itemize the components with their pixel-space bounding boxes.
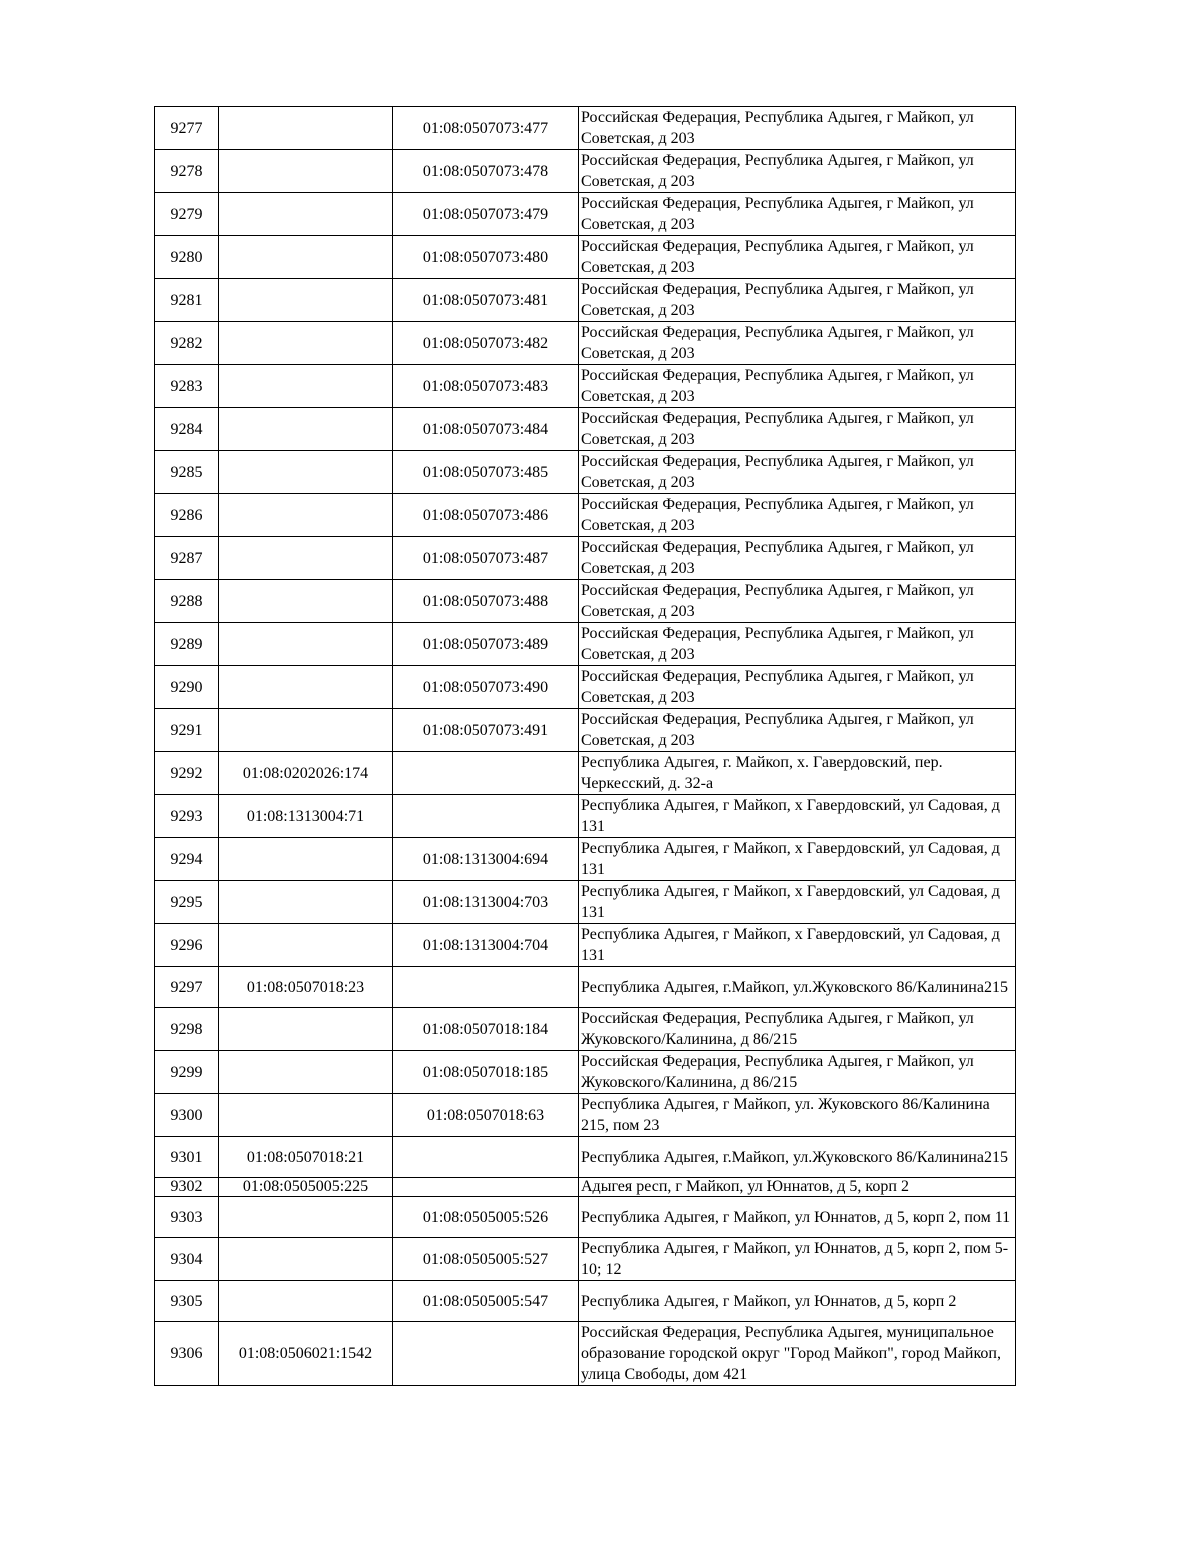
building-cadastral-number: 01:08:0507073:482 [393,322,579,365]
building-cadastral-number: 01:08:0507018:184 [393,1008,579,1051]
land-cadastral-number: 01:08:0505005:225 [219,1178,393,1197]
building-cadastral-number: 01:08:0507073:478 [393,150,579,193]
row-number: 9303 [155,1197,219,1238]
row-number: 9301 [155,1137,219,1178]
row-number: 9286 [155,494,219,537]
row-number: 9293 [155,795,219,838]
object-address: Республика Адыгея, г. Майкоп, х. Гавердовский, пер. Черкесский, д. 32-а [579,752,1016,795]
land-cadastral-number: 01:08:0506021:1542 [219,1322,393,1386]
land-cadastral-number [219,924,393,967]
building-cadastral-number: 01:08:0507073:481 [393,279,579,322]
table-row [155,451,1016,494]
table-row [155,1094,1016,1137]
row-number: 9280 [155,236,219,279]
table-row [155,967,1016,1008]
object-address: Российская Федерация, Республика Адыгея, г Майкоп, ул Жуковского/Калинина, д 86/215 [579,1008,1016,1051]
building-cadastral-number: 01:08:0507073:489 [393,623,579,666]
row-number: 9282 [155,322,219,365]
row-number: 9284 [155,408,219,451]
row-number: 9287 [155,537,219,580]
object-address: Российская Федерация, Республика Адыгея, г Майкоп, ул Советская, д 203 [579,709,1016,752]
row-number: 9294 [155,838,219,881]
land-cadastral-number [219,709,393,752]
table-row [155,365,1016,408]
land-cadastral-number [219,1281,393,1322]
land-cadastral-number [219,1051,393,1094]
table-row [155,1322,1016,1386]
building-cadastral-number: 01:08:1313004:704 [393,924,579,967]
registry-table-body [155,107,1016,1386]
row-number: 9291 [155,709,219,752]
table-row [155,1281,1016,1322]
land-cadastral-number [219,881,393,924]
building-cadastral-number: 01:08:0505005:526 [393,1197,579,1238]
table-row [155,924,1016,967]
object-address: Российская Федерация, Республика Адыгея, г Майкоп, ул Советская, д 203 [579,666,1016,709]
land-cadastral-number [219,580,393,623]
object-address: Российская Федерация, Республика Адыгея, г Майкоп, ул Советская, д 203 [579,322,1016,365]
land-cadastral-number: 01:08:0507018:23 [219,967,393,1008]
building-cadastral-number: 01:08:0507073:490 [393,666,579,709]
object-address: Российская Федерация, Республика Адыгея, г Майкоп, ул Советская, д 203 [579,537,1016,580]
row-number: 9305 [155,1281,219,1322]
table-row [155,1137,1016,1178]
row-number: 9297 [155,967,219,1008]
land-cadastral-number [219,365,393,408]
row-number: 9277 [155,107,219,150]
object-address: Российская Федерация, Республика Адыгея, г Майкоп, ул Советская, д 203 [579,236,1016,279]
row-number: 9283 [155,365,219,408]
table-row [155,1197,1016,1238]
table-row [155,537,1016,580]
table-row [155,322,1016,365]
table-row [155,752,1016,795]
object-address: Российская Федерация, Республика Адыгея, г Майкоп, ул Советская, д 203 [579,580,1016,623]
building-cadastral-number [393,1137,579,1178]
building-cadastral-number: 01:08:0507073:484 [393,408,579,451]
land-cadastral-number: 01:08:0507018:21 [219,1137,393,1178]
object-address: Республика Адыгея, г Майкоп, ул Юннатов, д 5, корп 2, пом 5-10; 12 [579,1238,1016,1281]
building-cadastral-number: 01:08:1313004:703 [393,881,579,924]
land-cadastral-number [219,322,393,365]
object-address: Республика Адыгея, г Майкоп, ул Юннатов, д 5, корп 2 [579,1281,1016,1322]
row-number: 9289 [155,623,219,666]
row-number: 9285 [155,451,219,494]
row-number: 9298 [155,1008,219,1051]
object-address: Российская Федерация, Республика Адыгея, г Майкоп, ул Советская, д 203 [579,494,1016,537]
object-address: Республика Адыгея, г Майкоп, х Гавердовский, ул Садовая, д 131 [579,838,1016,881]
object-address: Республика Адыгея, г Майкоп, ул Юннатов, д 5, корп 2, пом 11 [579,1197,1016,1238]
object-address: Республика Адыгея, г Майкоп, х Гавердовский, ул Садовая, д 131 [579,795,1016,838]
building-cadastral-number: 01:08:0507073:488 [393,580,579,623]
land-cadastral-number [219,279,393,322]
land-cadastral-number [219,236,393,279]
land-cadastral-number [219,193,393,236]
land-cadastral-number [219,623,393,666]
row-number: 9296 [155,924,219,967]
object-address: Республика Адыгея, г Майкоп, х Гавердовский, ул Садовая, д 131 [579,881,1016,924]
land-cadastral-number [219,107,393,150]
row-number: 9290 [155,666,219,709]
land-cadastral-number [219,451,393,494]
object-address: Российская Федерация, Республика Адыгея, г Майкоп, ул Советская, д 203 [579,408,1016,451]
row-number: 9299 [155,1051,219,1094]
row-number: 9302 [155,1178,219,1197]
object-address: Российская Федерация, Республика Адыгея, г Майкоп, ул Советская, д 203 [579,193,1016,236]
table-row [155,580,1016,623]
table-row [155,279,1016,322]
table-row [155,408,1016,451]
building-cadastral-number: 01:08:0505005:527 [393,1238,579,1281]
building-cadastral-number [393,795,579,838]
object-address: Российская Федерация, Республика Адыгея, г Майкоп, ул Советская, д 203 [579,623,1016,666]
building-cadastral-number: 01:08:0507073:491 [393,709,579,752]
building-cadastral-number [393,752,579,795]
table-row [155,1238,1016,1281]
land-cadastral-number [219,1094,393,1137]
building-cadastral-number: 01:08:0505005:547 [393,1281,579,1322]
building-cadastral-number: 01:08:0507073:479 [393,193,579,236]
row-number: 9292 [155,752,219,795]
row-number: 9295 [155,881,219,924]
land-cadastral-number [219,408,393,451]
table-row [155,1008,1016,1051]
building-cadastral-number: 01:08:0507018:185 [393,1051,579,1094]
building-cadastral-number: 01:08:0507073:486 [393,494,579,537]
land-cadastral-number [219,838,393,881]
row-number: 9281 [155,279,219,322]
building-cadastral-number: 01:08:0507073:485 [393,451,579,494]
table-row [155,150,1016,193]
land-cadastral-number: 01:08:1313004:71 [219,795,393,838]
land-cadastral-number [219,1197,393,1238]
building-cadastral-number: 01:08:1313004:694 [393,838,579,881]
row-number: 9306 [155,1322,219,1386]
object-address: Российская Федерация, Республика Адыгея, г Майкоп, ул Советская, д 203 [579,451,1016,494]
land-cadastral-number [219,494,393,537]
object-address: Республика Адыгея, г Майкоп, х Гавердовский, ул Садовая, д 131 [579,924,1016,967]
row-number: 9288 [155,580,219,623]
row-number: 9278 [155,150,219,193]
building-cadastral-number: 01:08:0507073:483 [393,365,579,408]
table-row [155,236,1016,279]
land-cadastral-number [219,666,393,709]
table-row [155,795,1016,838]
registry-table [154,106,1016,1386]
object-address: Республика Адыгея, г.Майкоп, ул.Жуковского 86/Калинина215 [579,1137,1016,1178]
building-cadastral-number: 01:08:0507073:477 [393,107,579,150]
building-cadastral-number: 01:08:0507018:63 [393,1094,579,1137]
building-cadastral-number [393,967,579,1008]
table-row [155,494,1016,537]
table-row [155,623,1016,666]
building-cadastral-number: 01:08:0507073:487 [393,537,579,580]
land-cadastral-number [219,150,393,193]
table-row [155,1178,1016,1197]
land-cadastral-number: 01:08:0202026:174 [219,752,393,795]
row-number: 9300 [155,1094,219,1137]
land-cadastral-number [219,1008,393,1051]
object-address: Российская Федерация, Республика Адыгея, г Майкоп, ул Советская, д 203 [579,279,1016,322]
object-address: Российская Федерация, Республика Адыгея, муниципальное образование городской округ "Город Майкоп", город Майкоп, улица Свободы, дом 421 [579,1322,1016,1386]
object-address: Российская Федерация, Республика Адыгея, г Майкоп, ул Советская, д 203 [579,365,1016,408]
object-address: Адыгея респ, г Майкоп, ул Юннатов, д 5, корп 2 [579,1178,1016,1197]
land-cadastral-number [219,537,393,580]
table-row [155,881,1016,924]
object-address: Республика Адыгея, г Майкоп, ул. Жуковского 86/Калинина 215, пом 23 [579,1094,1016,1137]
building-cadastral-number [393,1178,579,1197]
row-number: 9304 [155,1238,219,1281]
table-row [155,709,1016,752]
land-cadastral-number [219,1238,393,1281]
object-address: Российская Федерация, Республика Адыгея, г Майкоп, ул Жуковского/Калинина, д 86/215 [579,1051,1016,1094]
object-address: Российская Федерация, Республика Адыгея, г Майкоп, ул Советская, д 203 [579,107,1016,150]
table-row [155,666,1016,709]
table-row [155,1051,1016,1094]
table-row [155,193,1016,236]
object-address: Российская Федерация, Республика Адыгея, г Майкоп, ул Советская, д 203 [579,150,1016,193]
table-row [155,107,1016,150]
object-address: Республика Адыгея, г.Майкоп, ул.Жуковского 86/Калинина215 [579,967,1016,1008]
table-row [155,838,1016,881]
building-cadastral-number [393,1322,579,1386]
row-number: 9279 [155,193,219,236]
building-cadastral-number: 01:08:0507073:480 [393,236,579,279]
